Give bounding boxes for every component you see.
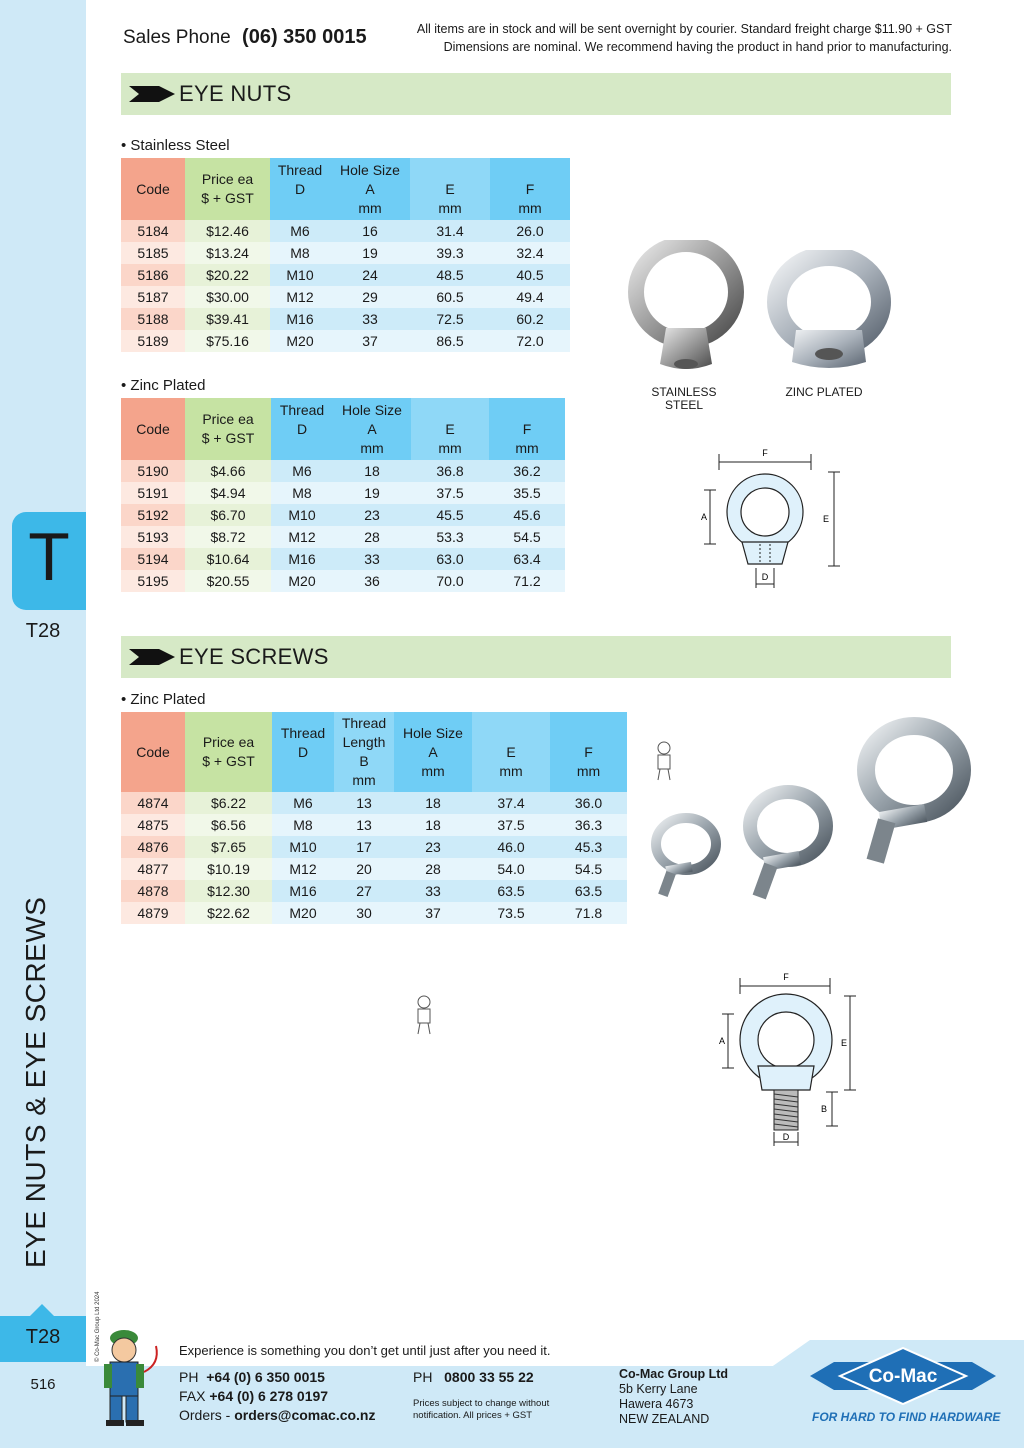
column-header: E mm — [411, 398, 489, 460]
product-code: 5189 — [121, 330, 185, 352]
page-number: 516 — [30, 1376, 56, 1393]
spec-cell: 28 — [394, 858, 472, 880]
caption-stainless-line-2: STEEL — [664, 398, 703, 412]
spec-cell: M8 — [272, 814, 334, 836]
price-cell: $6.22 — [185, 792, 272, 814]
caption-stainless — [644, 386, 724, 412]
table-row — [121, 858, 627, 880]
footer-orders — [179, 1407, 376, 1423]
table-row — [121, 330, 570, 352]
product-code: 5193 — [121, 526, 185, 548]
spec-cell: 71.2 — [489, 570, 565, 592]
mascot-sketch-icon — [650, 740, 678, 782]
spec-cell: M6 — [271, 460, 333, 482]
notice-line-2: Dimensions are nominal. We recommend having the product in hand prior to manufacturing. — [443, 40, 952, 54]
table-row — [121, 308, 570, 330]
price-cell: $20.22 — [185, 264, 270, 286]
comac-logo[interactable] — [810, 1346, 996, 1406]
spec-cell: 39.3 — [410, 242, 490, 264]
spec-cell: 33 — [333, 548, 411, 570]
spec-cell: 37.5 — [472, 814, 550, 836]
footer-fax — [179, 1388, 328, 1404]
table-row — [121, 814, 627, 836]
product-code: 5190 — [121, 460, 185, 482]
price-cell: $10.19 — [185, 858, 272, 880]
spec-cell: 46.0 — [472, 836, 550, 858]
fax-number: +64 (0) 6 278 0197 — [209, 1388, 329, 1404]
product-code: 5195 — [121, 570, 185, 592]
spec-cell: M12 — [270, 286, 330, 308]
spec-cell: 54.5 — [550, 858, 627, 880]
product-code: 4874 — [121, 792, 185, 814]
address-line-2: Hawera 4673 — [619, 1397, 694, 1411]
eye-screws-title: EYE SCREWS — [179, 644, 329, 669]
spec-cell: 63.5 — [472, 880, 550, 902]
spec-cell: 20 — [334, 858, 394, 880]
company-address — [619, 1367, 728, 1427]
spec-cell: 36.0 — [550, 792, 627, 814]
price-cell: $4.94 — [185, 482, 271, 504]
sales-phone-number[interactable]: (06) 350 0015 — [242, 26, 367, 48]
product-code: 4877 — [121, 858, 185, 880]
table-row — [121, 526, 565, 548]
diagram-label-f: F — [762, 448, 768, 458]
column-header: Code — [121, 398, 185, 460]
spec-cell: 63.0 — [411, 548, 489, 570]
spec-cell: 17 — [334, 836, 394, 858]
spec-cell: M16 — [270, 308, 330, 330]
spec-cell: M10 — [270, 264, 330, 286]
spec-cell: M20 — [271, 570, 333, 592]
price-cell: $4.66 — [185, 460, 271, 482]
product-code: 4875 — [121, 814, 185, 836]
spec-cell: 45.3 — [550, 836, 627, 858]
spec-cell: 23 — [394, 836, 472, 858]
brand-tagline: FOR HARD TO FIND HARDWARE — [812, 1410, 1001, 1424]
table-row — [121, 242, 570, 264]
column-header: E mm — [410, 158, 490, 220]
spec-cell: 72.0 — [490, 330, 570, 352]
column-header: Thread D — [271, 398, 333, 460]
address-line-1: 5b Kerry Lane — [619, 1382, 698, 1396]
price-cell: $13.24 — [185, 242, 270, 264]
logo-text: Co-Mac — [868, 1366, 938, 1387]
notice-line-1: All items are in stock and will be sent overnight by courier. Standard freight charge $11.90 + GST — [416, 22, 952, 36]
product-code: 5188 — [121, 308, 185, 330]
spec-cell: 54.5 — [489, 526, 565, 548]
spec-cell: 18 — [333, 460, 411, 482]
caption-zinc: ZINC PLATED — [785, 385, 863, 399]
spec-cell: 28 — [333, 526, 411, 548]
price-cell: $12.30 — [185, 880, 272, 902]
spec-cell: 63.4 — [489, 548, 565, 570]
table-row — [121, 482, 565, 504]
table-row — [121, 548, 565, 570]
spec-cell: 26.0 — [490, 220, 570, 242]
table-row — [121, 836, 627, 858]
spec-cell: 36.8 — [411, 460, 489, 482]
spec-cell: 45.6 — [489, 504, 565, 526]
column-header: Thread D — [270, 158, 330, 220]
diagram-label-f: F — [783, 972, 789, 982]
spec-cell: M8 — [271, 482, 333, 504]
bottom-tab-code: T28 — [25, 1326, 61, 1348]
price-cell: $20.55 — [185, 570, 271, 592]
bottom-tab — [0, 1316, 86, 1362]
spec-cell: 72.5 — [410, 308, 490, 330]
eye-screw-small-photo — [648, 810, 724, 900]
eye-nuts-banner — [121, 73, 951, 115]
section-tab[interactable] — [12, 512, 86, 610]
column-header: Thread D — [272, 712, 334, 792]
column-header: Hole Size A mm — [394, 712, 472, 792]
spec-cell: 29 — [330, 286, 410, 308]
column-header: Price ea $ + GST — [185, 158, 270, 220]
spec-cell: 18 — [394, 792, 472, 814]
product-code: 4879 — [121, 902, 185, 924]
eye-nuts-title: EYE NUTS — [179, 81, 292, 106]
spec-cell: M6 — [270, 220, 330, 242]
fax-label: FAX — [179, 1388, 206, 1404]
spec-cell: 60.2 — [490, 308, 570, 330]
zinc-eye-screw-table — [121, 712, 627, 924]
price-cell: $6.70 — [185, 504, 271, 526]
diagram-label-a: A — [700, 512, 708, 522]
spec-cell: M16 — [272, 880, 334, 902]
spec-cell: 60.5 — [410, 286, 490, 308]
spec-cell: 37.4 — [472, 792, 550, 814]
price-note-line-1: Prices subject to change without — [413, 1398, 550, 1409]
spec-cell: 19 — [330, 242, 410, 264]
zinc-label: • Zinc Plated — [121, 377, 206, 394]
spec-cell: 70.0 — [411, 570, 489, 592]
spec-cell: 18 — [394, 814, 472, 836]
spec-cell: 37 — [394, 902, 472, 924]
spec-cell: 86.5 — [410, 330, 490, 352]
zinc-eye-nut-table — [121, 398, 565, 592]
spec-cell: 54.0 — [472, 858, 550, 880]
spec-cell: 13 — [334, 814, 394, 836]
spec-cell: 36 — [333, 570, 411, 592]
product-code: 5192 — [121, 504, 185, 526]
spec-cell: 71.8 — [550, 902, 627, 924]
product-code: 5186 — [121, 264, 185, 286]
price-cell: $6.56 — [185, 814, 272, 836]
column-header: Price ea $ + GST — [185, 712, 272, 792]
spec-cell: M20 — [272, 902, 334, 924]
price-cell: $39.41 — [185, 308, 270, 330]
stainless-eye-nut-photo — [628, 240, 744, 376]
column-header: Hole Size A mm — [333, 398, 411, 460]
spec-cell: M8 — [270, 242, 330, 264]
eye-screw-dimension-diagram — [710, 966, 870, 1152]
diagram-label-d: D — [761, 572, 769, 582]
product-code: 5194 — [121, 548, 185, 570]
spec-cell: 53.3 — [411, 526, 489, 548]
footer-phone — [179, 1369, 325, 1385]
spec-cell: 40.5 — [490, 264, 570, 286]
eye-screw-medium-photo — [738, 784, 836, 904]
spec-cell: 45.5 — [411, 504, 489, 526]
table-header-row — [121, 398, 565, 460]
table-row — [121, 570, 565, 592]
diagram-label-b: B — [820, 1104, 828, 1114]
price-cell: $75.16 — [185, 330, 270, 352]
spec-cell: 37 — [330, 330, 410, 352]
diagram-label-a: A — [718, 1036, 726, 1046]
eye-nut-dimension-diagram — [690, 440, 850, 590]
spec-cell: 33 — [394, 880, 472, 902]
spec-cell: 37.5 — [411, 482, 489, 504]
price-note — [413, 1398, 549, 1422]
stainless-label: • Stainless Steel — [121, 137, 230, 154]
eye-screw-large-photo — [848, 716, 974, 866]
spec-cell: 36.2 — [489, 460, 565, 482]
table-row — [121, 504, 565, 526]
section-title-vertical: EYE NUTS & EYE SCREWS — [20, 896, 51, 1268]
spec-cell: M10 — [272, 836, 334, 858]
column-header: Price ea $ + GST — [185, 398, 271, 460]
spec-cell: 73.5 — [472, 902, 550, 924]
column-header: F mm — [550, 712, 627, 792]
section-tab-letter: T — [28, 519, 70, 595]
diagram-label-e: E — [840, 1038, 848, 1048]
table-row — [121, 792, 627, 814]
spec-cell: 32.4 — [490, 242, 570, 264]
footer-quote: Experience is something you don’t get until just after you need it. — [179, 1343, 551, 1358]
table-row — [121, 902, 627, 924]
arrow-right-icon — [129, 86, 175, 102]
spec-cell: 16 — [330, 220, 410, 242]
table-header-row — [121, 712, 627, 792]
table-row — [121, 264, 570, 286]
price-note-line-2: notification. All prices + GST — [413, 1410, 533, 1421]
column-header: F mm — [489, 398, 565, 460]
column-header: Hole Size A mm — [330, 158, 410, 220]
spec-cell: 49.4 — [490, 286, 570, 308]
spec-cell: 24 — [330, 264, 410, 286]
phone-number[interactable]: +64 (0) 6 350 0015 — [206, 1369, 325, 1385]
copyright: © Co-Mac Group Ltd 2024 — [95, 1291, 101, 1362]
spec-cell: M20 — [270, 330, 330, 352]
price-cell: $12.46 — [185, 220, 270, 242]
price-cell: $7.65 — [185, 836, 272, 858]
sales-phone — [123, 26, 367, 49]
column-header: E mm — [472, 712, 550, 792]
spec-cell: M12 — [271, 526, 333, 548]
product-code: 4878 — [121, 880, 185, 902]
orders-email-link[interactable]: orders@comac.co.nz — [234, 1407, 376, 1423]
bottom-tab-notch — [30, 1304, 54, 1316]
product-code: 5185 — [121, 242, 185, 264]
spec-cell: 33 — [330, 308, 410, 330]
eye-screws-zinc-label: • Zinc Plated — [121, 691, 206, 708]
spec-cell: 63.5 — [550, 880, 627, 902]
column-header: Code — [121, 158, 185, 220]
table-row — [121, 220, 570, 242]
spec-cell: M12 — [272, 858, 334, 880]
footer-freephone — [413, 1369, 534, 1385]
spec-cell: M6 — [272, 792, 334, 814]
stainless-eye-nut-table — [121, 158, 570, 352]
diagram-label-d: D — [782, 1132, 790, 1142]
column-header: F mm — [490, 158, 570, 220]
caption-stainless-line-1: STAINLESS — [651, 385, 717, 399]
eye-screws-banner — [121, 636, 951, 678]
price-cell: $30.00 — [185, 286, 270, 308]
product-code: 5184 — [121, 220, 185, 242]
shipping-notice — [417, 20, 952, 56]
price-cell: $10.64 — [185, 548, 271, 570]
product-code: 4876 — [121, 836, 185, 858]
spec-cell: 13 — [334, 792, 394, 814]
spec-cell: 19 — [333, 482, 411, 504]
diagram-label-e: E — [822, 514, 830, 524]
zinc-eye-nut-photo — [766, 250, 892, 376]
table-row — [121, 286, 570, 308]
column-header: Code — [121, 712, 185, 792]
table-row — [121, 460, 565, 482]
table-row — [121, 880, 627, 902]
spec-cell: 35.5 — [489, 482, 565, 504]
mascot-icon — [92, 1324, 164, 1428]
arrow-right-icon — [129, 649, 175, 665]
freephone-number[interactable]: 0800 33 55 22 — [444, 1369, 534, 1385]
table-header-row — [121, 158, 570, 220]
address-line-3: NEW ZEALAND — [619, 1412, 710, 1426]
spec-cell: M10 — [271, 504, 333, 526]
spec-cell: 31.4 — [410, 220, 490, 242]
phone-label: PH — [179, 1369, 199, 1385]
mascot-sketch-icon — [410, 994, 438, 1036]
company-name: Co-Mac Group Ltd — [619, 1367, 729, 1381]
price-cell: $22.62 — [185, 902, 272, 924]
price-cell: $8.72 — [185, 526, 271, 548]
spec-cell: 48.5 — [410, 264, 490, 286]
spec-cell: 23 — [333, 504, 411, 526]
spec-cell: 36.3 — [550, 814, 627, 836]
sales-phone-label: Sales Phone — [123, 27, 231, 48]
spec-cell: 30 — [334, 902, 394, 924]
product-code: 5187 — [121, 286, 185, 308]
spec-cell: M16 — [271, 548, 333, 570]
product-code: 5191 — [121, 482, 185, 504]
orders-label: Orders - — [179, 1407, 231, 1423]
column-header: Thread Length B mm — [334, 712, 394, 792]
spec-cell: 27 — [334, 880, 394, 902]
section-tab-code: T28 — [25, 620, 61, 642]
freephone-label: PH — [413, 1369, 433, 1385]
